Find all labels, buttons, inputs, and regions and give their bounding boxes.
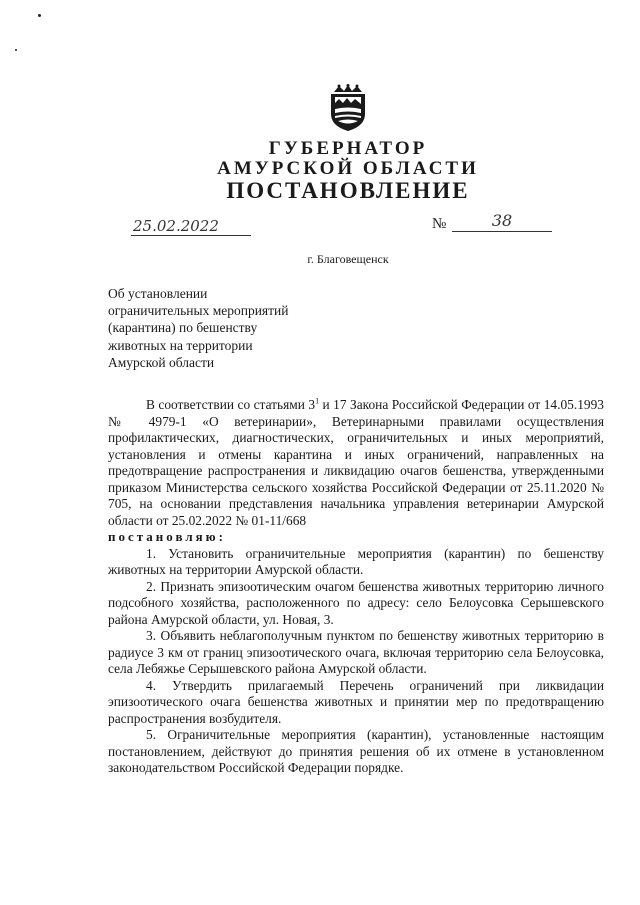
header-governor: ГУБЕРНАТОР xyxy=(268,138,428,159)
decree-item: 2. Признать эпизоотическим очагом бешенства животных территорию личного подсобного хозяйства, расположенного по адресу: село Белоусовка Серышевского района Амурской области, ул. Новая, 3. xyxy=(108,578,604,627)
handwritten-number: 38 xyxy=(452,211,552,232)
subject-line: Об установлении xyxy=(108,286,208,301)
preamble-paragraph xyxy=(108,397,604,529)
coat-of-arms-emblem xyxy=(326,84,370,132)
handwritten-date: 25.02.2022 xyxy=(131,217,251,236)
scan-speck xyxy=(38,14,41,17)
preamble-text-2: и 17 Закона Российской Федерации от 14.05.1993 № 4979-1 «О ветеринарии», Ветеринарными правилами осуществления профилактических, диагностических, ограничительных и иных мероприятий, установления и отмены карантина и иных ограничений, направленных на предотвращение распространения и ликвидацию очагов бешенства, утвержденными приказом Министерства сельского хозяйства Российской Федерации от 25.11.2020 № 705, на основании представления начальника управления ветеринарии Амурской области от 25.02.2022 № 01-11/668 xyxy=(108,397,604,528)
subject-line: (карантина) по бешенству xyxy=(108,320,258,336)
subject-line: животных на территории xyxy=(108,337,253,353)
document-subject xyxy=(108,285,348,371)
scan-speck xyxy=(15,49,17,51)
decree-item: 4. Утвердить прилагаемый Перечень ограничений при ликвидации эпизоотического очага бешенства животных и принятии мер по предотвращению распространения возбудителя. xyxy=(108,677,604,726)
subject-line: Амурской области xyxy=(108,354,215,370)
decree-item: 3. Объявить неблагополучным пунктом по бешенству животных территорию в радиусе 3 км от границ эпизоотического очага, включая территорию села Белоусовка, села Лебяжье Серышевского района Амурской области. xyxy=(108,628,604,676)
city: г. Благовещенск xyxy=(307,252,389,266)
decree-word: постановляю: xyxy=(108,529,226,544)
decree-item: 1. Установить ограничительные мероприятия (карантин) по бешенству животных на территории Амурской области. xyxy=(108,545,604,577)
preamble-superscript: 1 xyxy=(315,396,320,406)
preamble-text-1: В соответствии со статьями 3 xyxy=(146,397,316,412)
decree-item: 5. Ограничительные мероприятия (карантин), установленные настоящим постановлением, действуют до принятия решения об их отмене в установленном законодательством Российской Федерации порядке. xyxy=(108,727,604,775)
header-region: АМУРСКОЙ ОБЛАСТИ xyxy=(217,158,479,179)
header-decree-title: ПОСТАНОВЛЕНИЕ xyxy=(226,178,470,203)
subject-line: ограничительных мероприятий xyxy=(108,303,289,319)
document-body xyxy=(108,397,604,777)
number-label: № xyxy=(432,216,447,232)
